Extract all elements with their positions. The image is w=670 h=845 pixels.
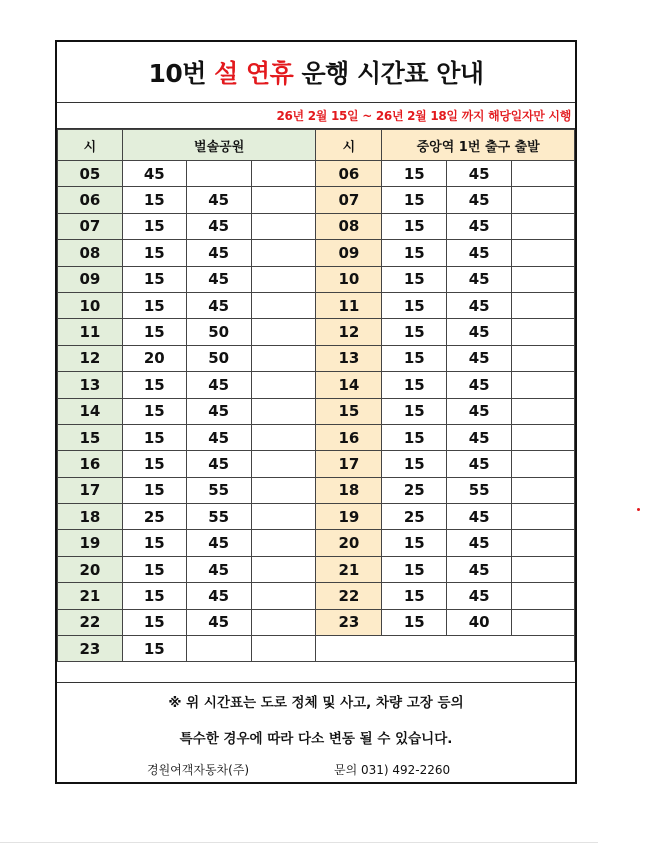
minute-cell-left: 55 (186, 504, 251, 530)
hour-cell-left: 17 (58, 477, 123, 503)
notice-row (57, 102, 575, 129)
minute-cell-right: 45 (447, 213, 512, 239)
minute-cell-left: 45 (186, 240, 251, 266)
hour-cell-right: 07 (316, 187, 382, 213)
minute-cell-left (251, 319, 316, 345)
minute-cell-left: 15 (122, 319, 186, 345)
table-row (58, 504, 575, 530)
minute-cell-right (512, 240, 575, 266)
minute-cell-right: 25 (382, 477, 447, 503)
minute-cell-left: 45 (186, 398, 251, 424)
minute-cell-right: 40 (447, 609, 512, 635)
minute-cell-right: 15 (382, 372, 447, 398)
stop-header-left: 벌솔공원 (122, 130, 316, 161)
minute-cell-left: 25 (122, 504, 186, 530)
hour-cell-right: 18 (316, 477, 382, 503)
minute-cell-left: 45 (186, 187, 251, 213)
hour-cell-right: 22 (316, 583, 382, 609)
minute-cell-right (512, 504, 575, 530)
minute-cell-left (251, 372, 316, 398)
hour-cell-left: 12 (58, 345, 123, 371)
table-row (58, 424, 575, 450)
hour-cell-left: 22 (58, 609, 123, 635)
minute-cell-right (512, 451, 575, 477)
minute-cell-right (512, 345, 575, 371)
hour-cell-right: 08 (316, 213, 382, 239)
minute-cell-left: 15 (122, 424, 186, 450)
minute-cell-left: 45 (186, 213, 251, 239)
minute-cell-left: 15 (122, 530, 186, 556)
hour-cell-left: 06 (58, 187, 123, 213)
minute-cell-left: 45 (186, 266, 251, 292)
minute-cell-right (512, 609, 575, 635)
minute-cell-right: 15 (382, 266, 447, 292)
hour-cell-left: 20 (58, 556, 123, 582)
stop-header-right: 중앙역 1번 출구 출발 (382, 130, 575, 161)
minute-cell-left (251, 424, 316, 450)
minute-cell-left: 15 (122, 636, 186, 662)
minute-cell-left (251, 292, 316, 318)
hour-cell-right: 09 (316, 240, 382, 266)
minute-cell-right (512, 556, 575, 582)
hour-cell-left: 11 (58, 319, 123, 345)
minute-cell-left: 15 (122, 266, 186, 292)
hour-cell-right: 14 (316, 372, 382, 398)
hour-cell-left: 10 (58, 292, 123, 318)
minute-cell-right: 15 (382, 451, 447, 477)
title-suffix: 운행 시간표 안내 (301, 59, 484, 88)
minute-cell-left (251, 398, 316, 424)
hour-cell-left: 18 (58, 504, 123, 530)
minute-cell-left: 45 (186, 372, 251, 398)
minute-cell-left (186, 636, 251, 662)
minute-cell-right: 55 (447, 477, 512, 503)
minute-cell-right (512, 319, 575, 345)
minute-cell-left (251, 530, 316, 556)
footer-line-1: ※ 위 시간표는 도로 정체 및 사고, 차량 고장 등의 (168, 695, 464, 711)
hour-cell-left: 14 (58, 398, 123, 424)
minute-cell-right: 15 (382, 398, 447, 424)
minute-cell-right: 45 (447, 424, 512, 450)
table-row (58, 345, 575, 371)
hour-cell-right: 15 (316, 398, 382, 424)
page-title (57, 42, 575, 102)
minute-cell-right (512, 530, 575, 556)
minute-cell-left: 15 (122, 372, 186, 398)
minute-cell-left: 45 (186, 451, 251, 477)
table-row (58, 266, 575, 292)
minute-cell-right: 15 (382, 609, 447, 635)
empty-cell-right (316, 636, 575, 662)
hour-cell-left: 05 (58, 161, 123, 187)
minute-cell-right (512, 292, 575, 318)
minute-cell-left: 15 (122, 292, 186, 318)
minute-cell-right: 45 (447, 398, 512, 424)
header-row (58, 130, 575, 161)
hour-cell-right: 19 (316, 504, 382, 530)
table-row (58, 451, 575, 477)
minute-cell-left: 45 (186, 583, 251, 609)
minute-cell-left (186, 161, 251, 187)
hour-cell-left: 21 (58, 583, 123, 609)
minute-cell-left (251, 583, 316, 609)
minute-cell-left: 15 (122, 609, 186, 635)
table-row (58, 372, 575, 398)
table-row (58, 398, 575, 424)
company-name: 경원여객자동차(주) (147, 763, 250, 777)
minute-cell-right: 45 (447, 372, 512, 398)
minute-cell-left: 15 (122, 556, 186, 582)
minute-cell-right: 45 (447, 240, 512, 266)
minute-cell-right: 25 (382, 504, 447, 530)
hour-cell-left: 08 (58, 240, 123, 266)
minute-cell-right (512, 372, 575, 398)
title-highlight: 설 연휴 (214, 59, 294, 88)
minute-cell-right: 15 (382, 424, 447, 450)
minute-cell-right (512, 266, 575, 292)
minute-cell-left (251, 266, 316, 292)
hour-cell-left: 16 (58, 451, 123, 477)
table-row (58, 161, 575, 187)
minute-cell-left: 15 (122, 187, 186, 213)
hour-cell-left: 23 (58, 636, 123, 662)
minute-cell-left: 15 (122, 477, 186, 503)
minute-cell-right (512, 477, 575, 503)
minute-cell-right: 45 (447, 187, 512, 213)
hour-cell-right: 13 (316, 345, 382, 371)
hour-cell-right: 21 (316, 556, 382, 582)
table-row (58, 556, 575, 582)
minute-cell-left: 15 (122, 451, 186, 477)
hour-cell-right: 10 (316, 266, 382, 292)
minute-cell-right (512, 161, 575, 187)
minute-cell-left (251, 477, 316, 503)
hour-header-left: 시 (58, 130, 123, 161)
minute-cell-right (512, 583, 575, 609)
minute-cell-left (251, 161, 316, 187)
footer-note (57, 682, 575, 782)
minute-cell-left: 50 (186, 319, 251, 345)
hour-header-right: 시 (316, 130, 382, 161)
hour-cell-right: 12 (316, 319, 382, 345)
minute-cell-left (251, 504, 316, 530)
minute-cell-left: 45 (186, 424, 251, 450)
footer-line-2: 특수한 경우에 따라 다소 변동 될 수 있습니다. (179, 731, 453, 747)
hour-cell-right: 20 (316, 530, 382, 556)
minute-cell-right: 15 (382, 556, 447, 582)
minute-cell-left: 15 (122, 213, 186, 239)
table-row (58, 292, 575, 318)
minute-cell-left (251, 556, 316, 582)
hour-cell-left: 15 (58, 424, 123, 450)
hour-cell-right: 16 (316, 424, 382, 450)
minute-cell-right: 45 (447, 530, 512, 556)
minute-cell-right: 15 (382, 345, 447, 371)
minute-cell-left (251, 187, 316, 213)
hour-cell-right: 11 (316, 292, 382, 318)
minute-cell-right: 45 (447, 504, 512, 530)
red-dot-mark (637, 508, 640, 511)
table-row (58, 240, 575, 266)
minute-cell-right: 45 (447, 266, 512, 292)
table-row (58, 477, 575, 503)
table-row (58, 530, 575, 556)
period-notice: 26년 2월 15일 ~ 26년 2월 18일 까지 해당일자만 시행 (276, 109, 571, 123)
minute-cell-right (512, 424, 575, 450)
minute-cell-right: 15 (382, 319, 447, 345)
minute-cell-right: 15 (382, 187, 447, 213)
minute-cell-right: 15 (382, 240, 447, 266)
bottom-divider (0, 842, 598, 843)
hour-cell-left: 13 (58, 372, 123, 398)
hour-cell-left: 19 (58, 530, 123, 556)
minute-cell-left: 45 (186, 530, 251, 556)
minute-cell-right: 45 (447, 161, 512, 187)
minute-cell-right: 45 (447, 451, 512, 477)
hour-cell-right: 06 (316, 161, 382, 187)
minute-cell-left: 15 (122, 398, 186, 424)
minute-cell-right: 45 (447, 319, 512, 345)
minute-cell-right: 15 (382, 583, 447, 609)
minute-cell-left (251, 636, 316, 662)
table-row (58, 213, 575, 239)
minute-cell-left: 50 (186, 345, 251, 371)
title-prefix: 10번 (148, 59, 206, 88)
minute-cell-left: 45 (122, 161, 186, 187)
contact-phone: 문의 031) 492-2260 (334, 763, 451, 777)
minute-cell-left: 45 (186, 609, 251, 635)
minute-cell-left: 15 (122, 240, 186, 266)
minute-cell-left: 20 (122, 345, 186, 371)
minute-cell-right: 15 (382, 213, 447, 239)
minute-cell-left (251, 451, 316, 477)
minute-cell-left (251, 345, 316, 371)
minute-cell-left: 45 (186, 292, 251, 318)
minute-cell-right (512, 398, 575, 424)
timetable-sheet (55, 40, 577, 784)
minute-cell-left (251, 609, 316, 635)
minute-cell-right: 45 (447, 583, 512, 609)
minute-cell-left: 55 (186, 477, 251, 503)
table-row (58, 636, 575, 662)
minute-cell-right: 45 (447, 345, 512, 371)
minute-cell-left: 15 (122, 583, 186, 609)
minute-cell-left (251, 240, 316, 266)
minute-cell-right (512, 213, 575, 239)
table-row (58, 583, 575, 609)
minute-cell-right: 15 (382, 530, 447, 556)
hour-cell-left: 07 (58, 213, 123, 239)
minute-cell-right: 15 (382, 161, 447, 187)
minute-cell-right: 15 (382, 292, 447, 318)
table-row (58, 609, 575, 635)
minute-cell-right: 45 (447, 292, 512, 318)
minute-cell-left (251, 213, 316, 239)
minute-cell-right: 45 (447, 556, 512, 582)
hour-cell-right: 17 (316, 451, 382, 477)
hour-cell-left: 09 (58, 266, 123, 292)
minute-cell-right (512, 187, 575, 213)
table-row (58, 319, 575, 345)
minute-cell-left: 45 (186, 556, 251, 582)
timetable-grid (57, 129, 575, 662)
hour-cell-right: 23 (316, 609, 382, 635)
table-row (58, 187, 575, 213)
